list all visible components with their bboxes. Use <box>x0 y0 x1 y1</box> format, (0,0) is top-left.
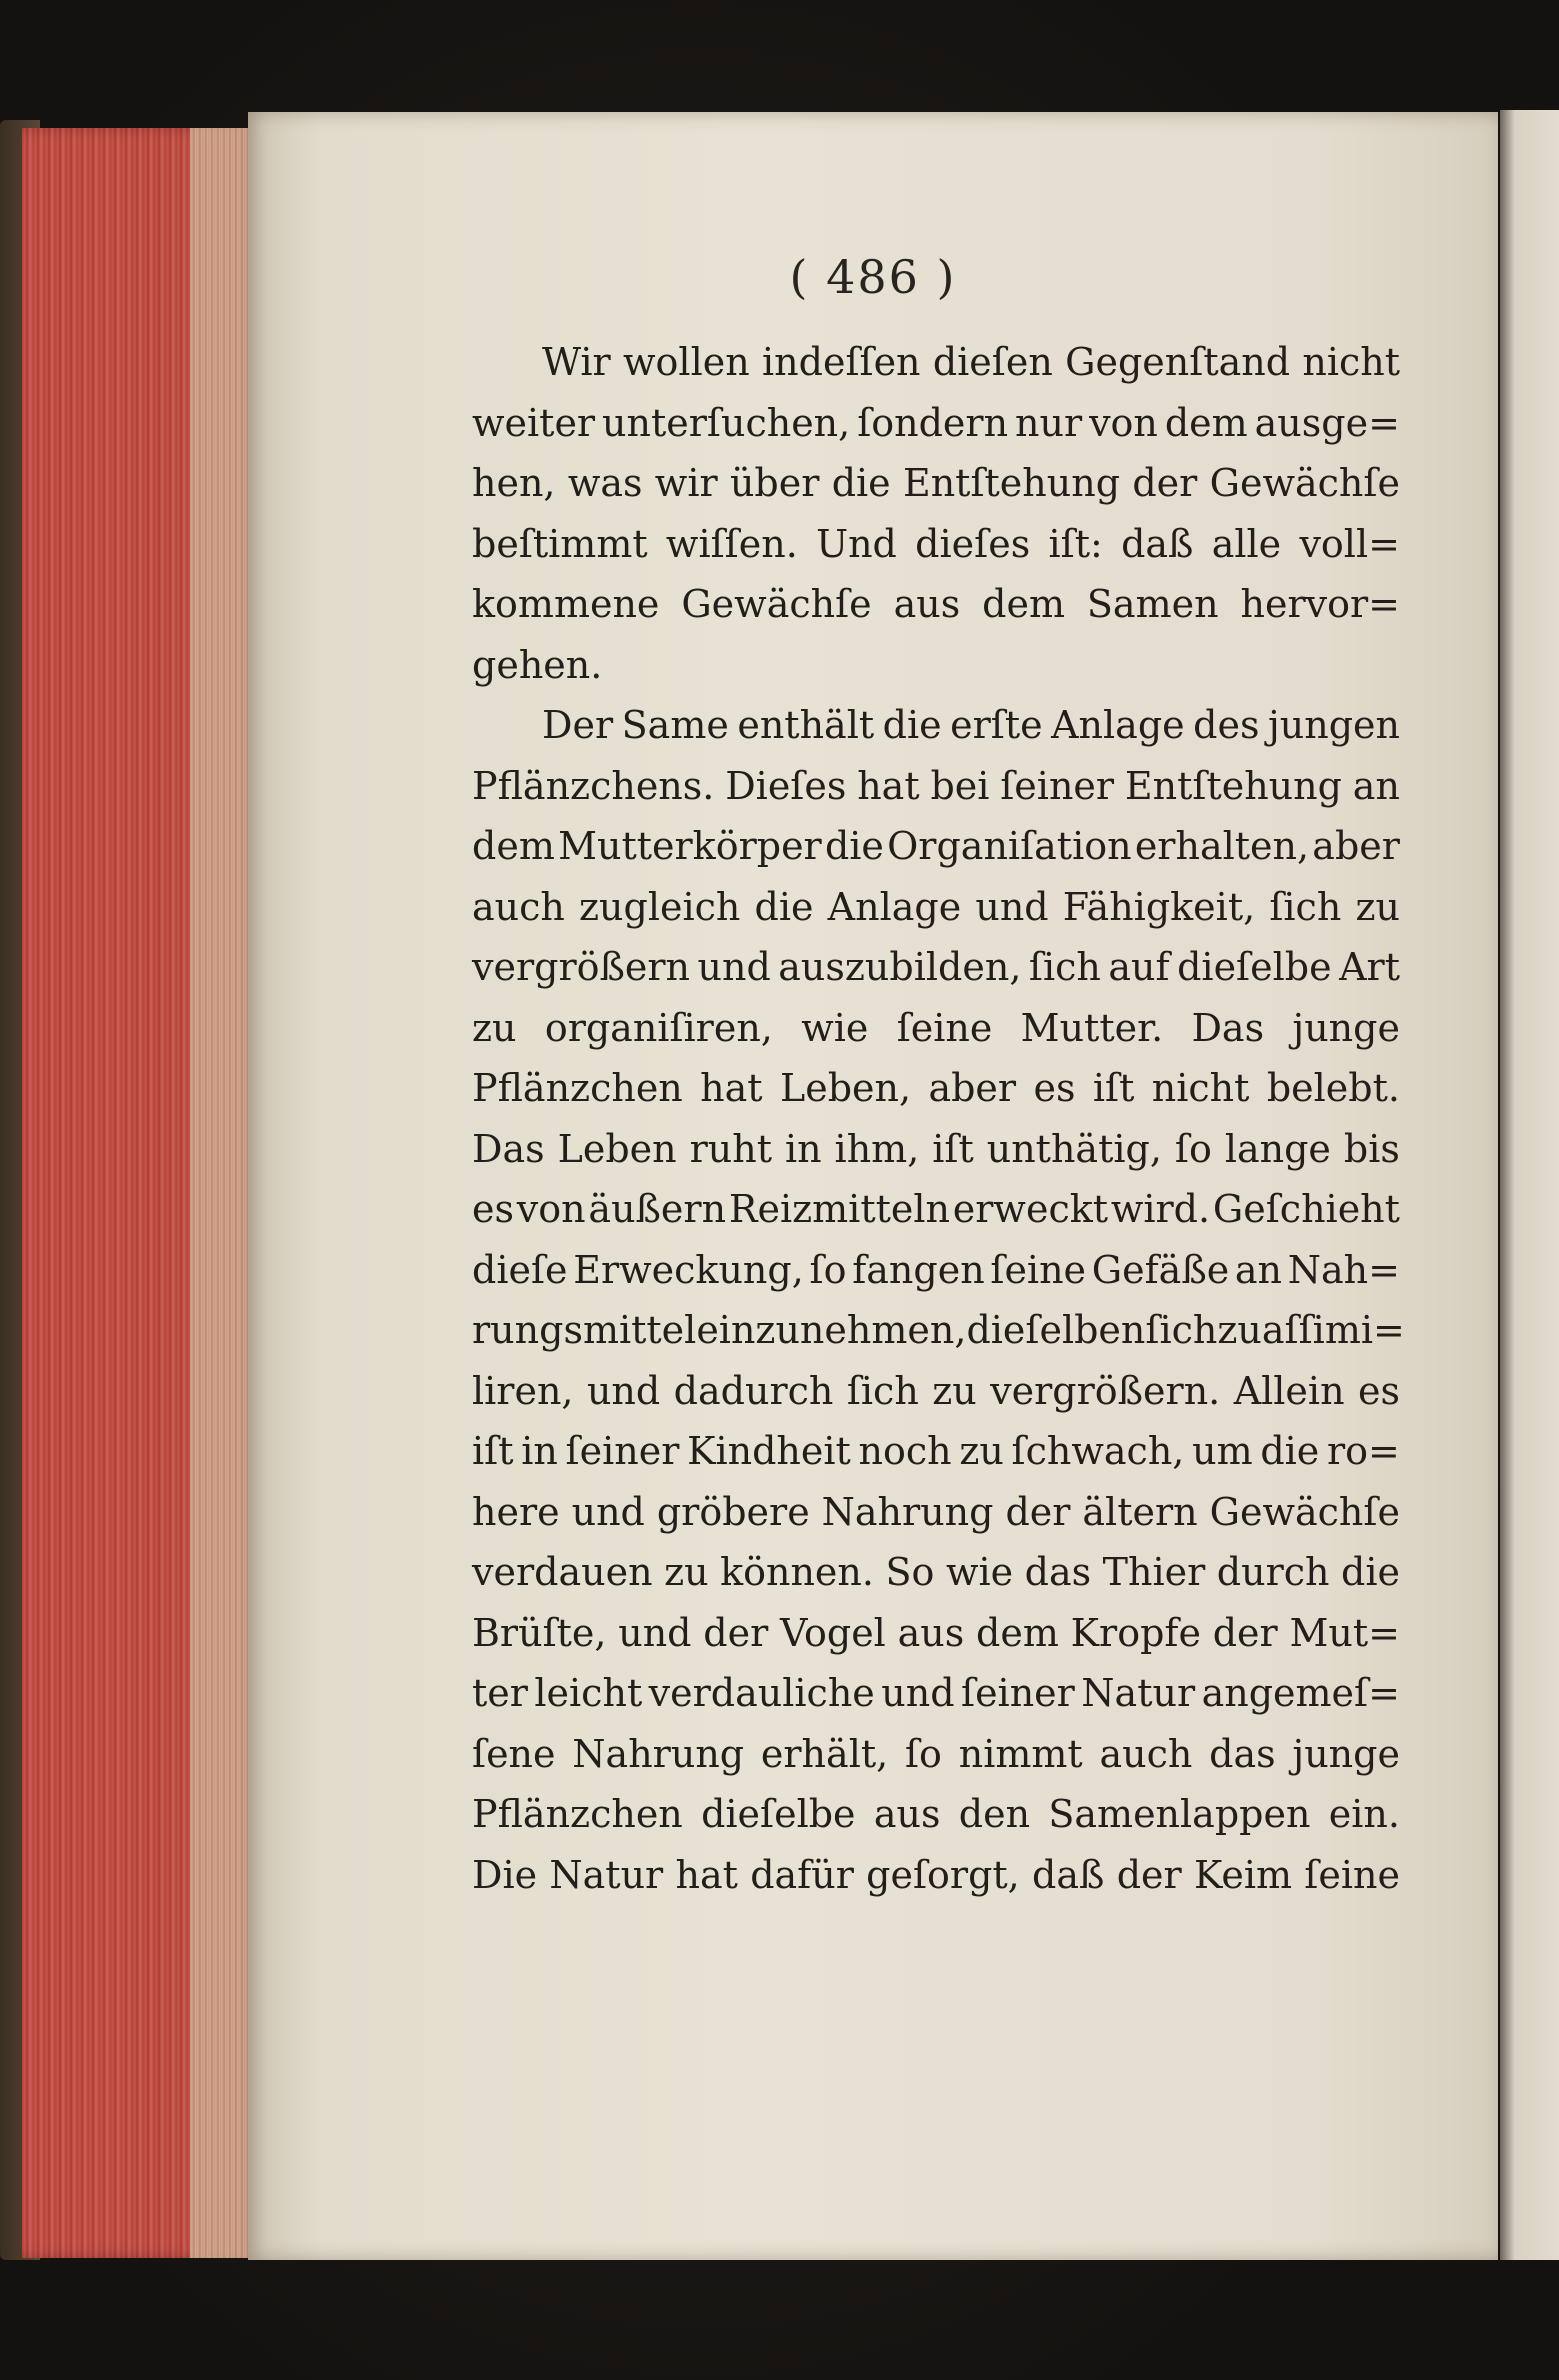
text-line: hen, was wir über die Entſtehung der Gewächſe <box>472 461 1400 505</box>
text-line: iſt in ſeiner Kindheit noch zu ſchwach, um die ro= <box>472 1429 1400 1473</box>
text-line: kommene Gewächſe aus dem Samen hervor= <box>472 582 1400 626</box>
text-line: Pflänzchen dieſelbe aus den Samenlappen ein. <box>472 1792 1400 1836</box>
text-line: rungsmittel einzunehmen, dieſelben ſich zu aſſimi= <box>472 1308 1405 1352</box>
facing-page-edge <box>1500 110 1559 2260</box>
text-line: weiter unterſuchen, ſondern nur von dem ausge= <box>472 400 1400 445</box>
text-line: ter leicht verdauliche und ſeiner Natur angemeſ= <box>472 1671 1400 1715</box>
book-page-edge <box>22 128 250 2258</box>
text-line: Pflänzchens. Dieſes hat bei ſeiner Entſtehung an <box>472 763 1400 808</box>
text-line: Der Same enthält die erſte Anlage des jungen <box>542 703 1400 747</box>
page-number: ( 486 ) <box>789 250 957 304</box>
text-line: Die Natur hat dafür geſorgt, daß der Keim ſeine <box>472 1852 1400 1897</box>
text-line: es von äußern Reizmitteln erweckt wird. Geſchieht <box>472 1187 1400 1231</box>
text-line: dieſe Erweckung, ſo fangen ſeine Gefäße an Nah= <box>472 1247 1400 1292</box>
page-body-text <box>472 332 1405 1905</box>
text-line: vergrößern und auszubilden, ſich auf dieſelbe Art <box>472 945 1400 989</box>
text-line: ſene Nahrung erhält, ſo nimmt auch das junge <box>472 1731 1400 1776</box>
text-line: Das Leben ruht in ihm, iſt unthätig, ſo lange bis <box>472 1126 1400 1171</box>
text-line: beſtimmt wiſſen. Und dieſes iſt: daß alle voll= <box>472 521 1400 566</box>
text-line: liren, und dadurch ſich zu vergrößern. Allein es <box>472 1368 1400 1413</box>
text-line: auch zugleich die Anlage und Fähigkeit, ſich zu <box>472 884 1400 929</box>
text-line: zu organiſiren, wie ſeine Mutter. Das junge <box>472 1005 1400 1050</box>
text-line: verdauen zu können. So wie das Thier durch die <box>472 1550 1400 1594</box>
text-line: gehen. <box>472 642 603 687</box>
text-line: here und gröbere Nahrung der ältern Gewächſe <box>472 1489 1400 1534</box>
text-line: Wir wollen indeſſen dieſen Gegenſtand nicht <box>542 340 1400 384</box>
text-line: Brüſte, und der Vogel aus dem Kropfe der Mut= <box>472 1610 1400 1655</box>
text-line: Pflänzchen hat Leben, aber es iſt nicht belebt. <box>472 1066 1400 1110</box>
text-line: dem Mutterkörper die Organiſation erhalten, aber <box>472 824 1400 868</box>
